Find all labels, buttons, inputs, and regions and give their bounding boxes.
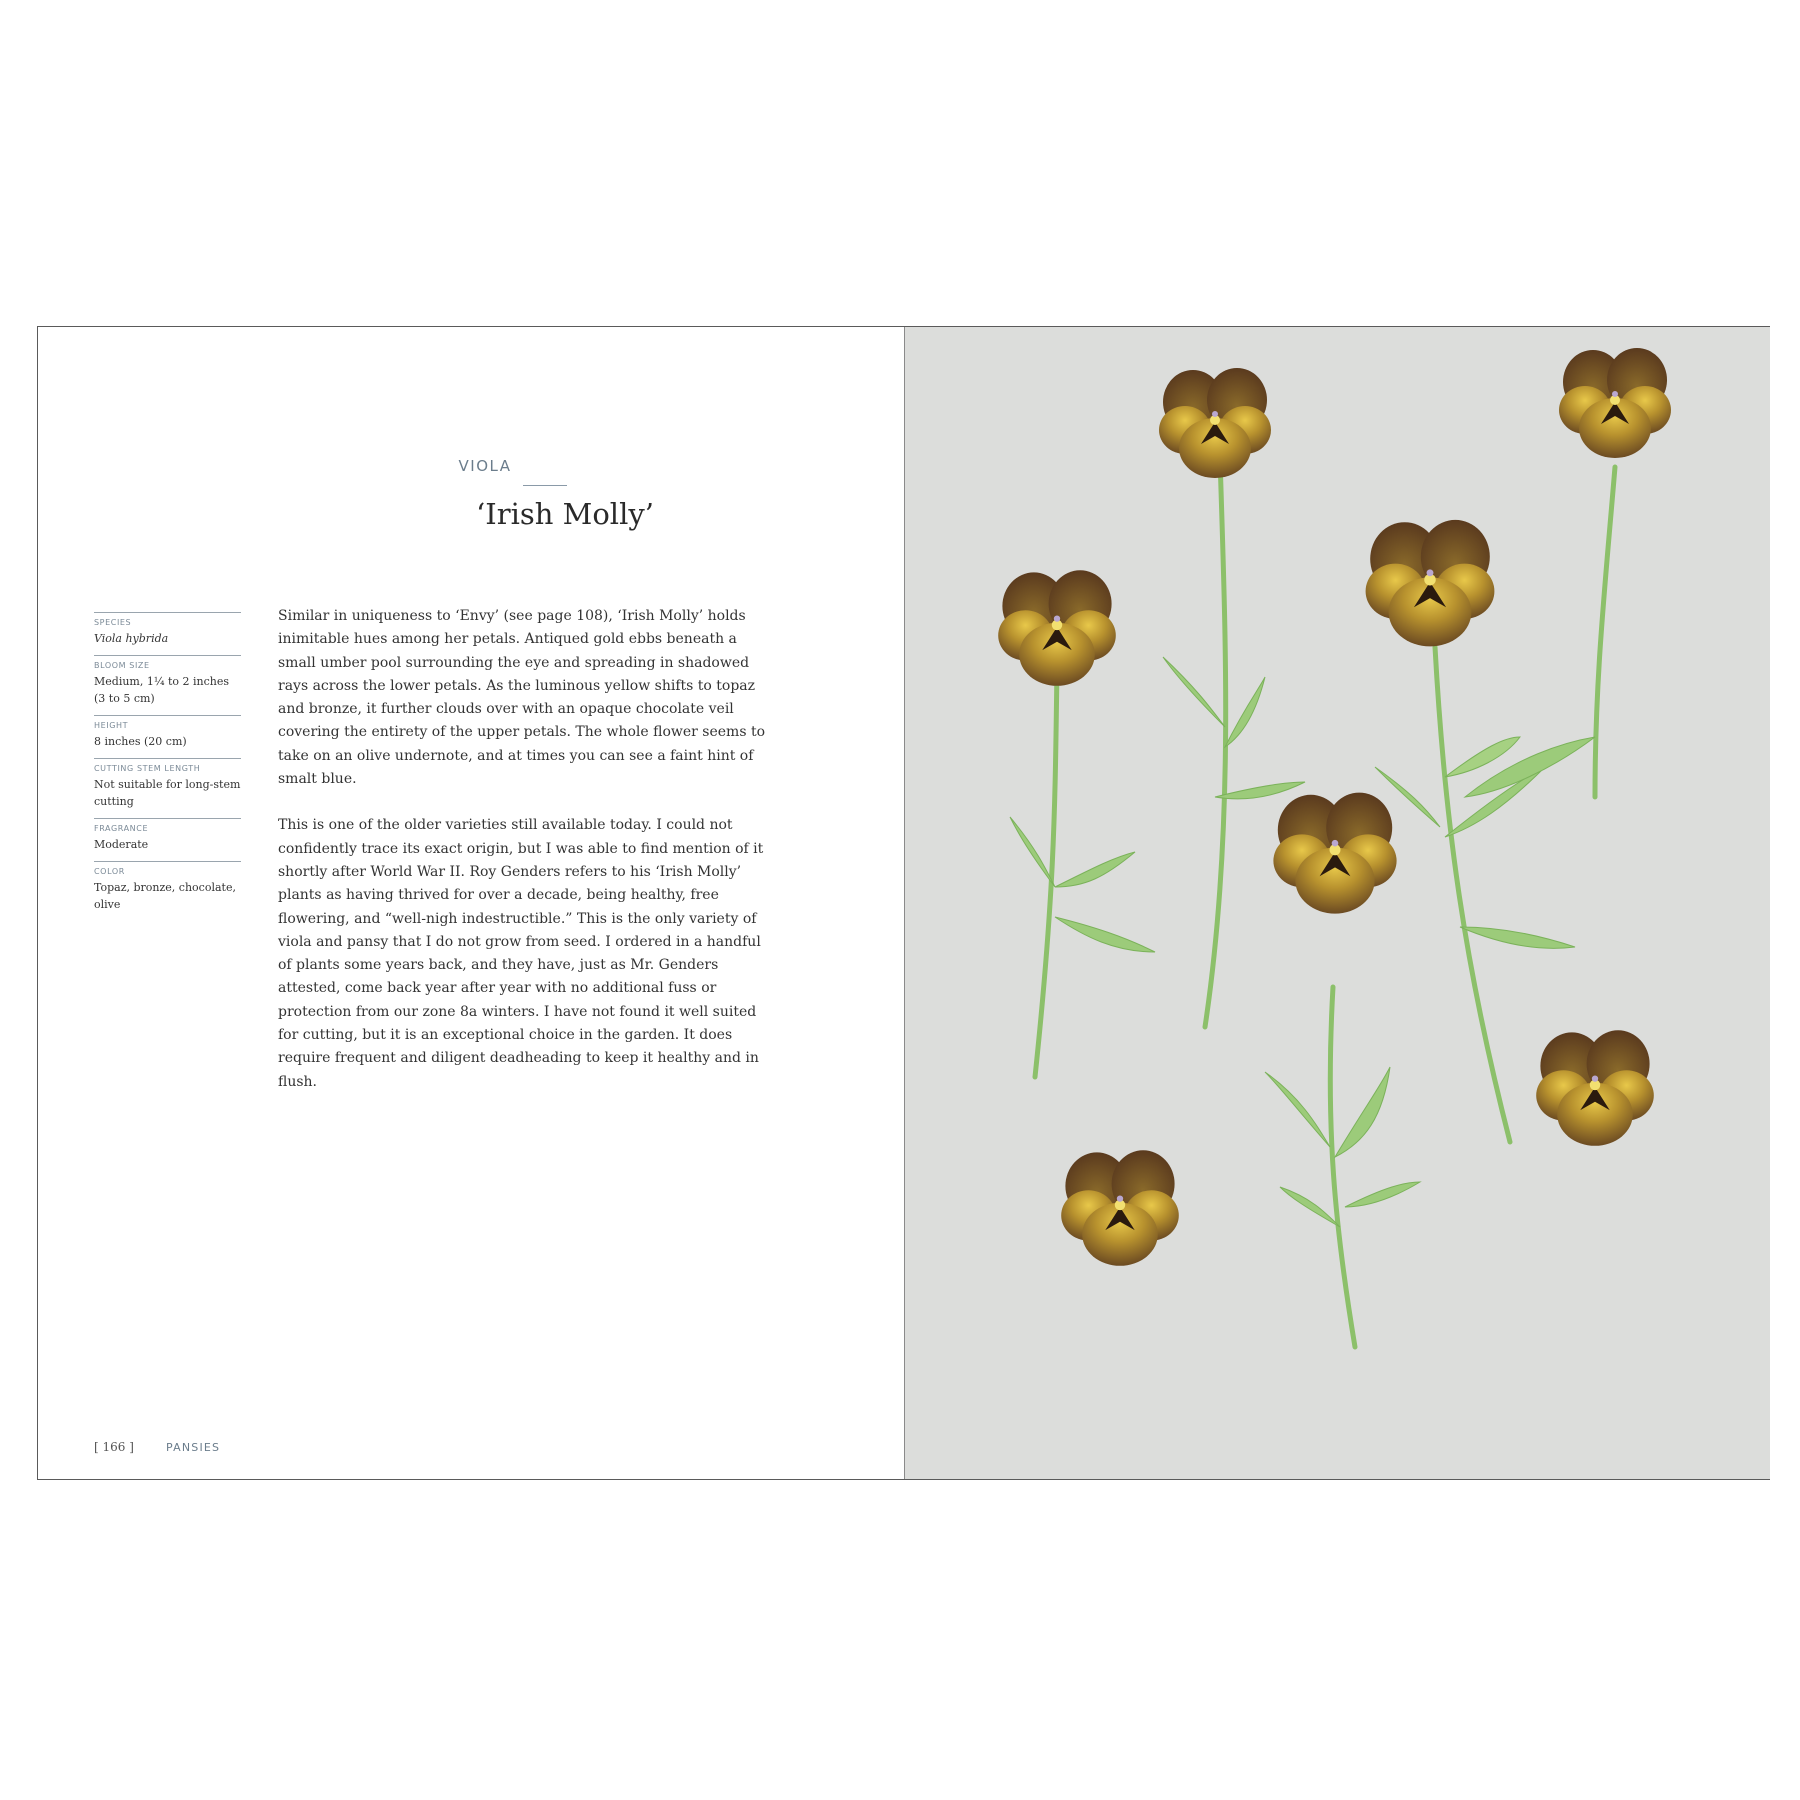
heading-rule — [523, 485, 567, 486]
spec-value: Not suitable for long-stem cutting — [94, 778, 241, 808]
spec-value: Medium, 1¼ to 2 inches (3 to 5 cm) — [94, 675, 230, 705]
pansy-flower — [998, 570, 1116, 686]
spec-label: CUTTING STEM LENGTH — [94, 764, 201, 773]
spec-label: SPECIES — [94, 618, 132, 627]
pansy-flower — [1273, 793, 1396, 914]
spec-height — [94, 715, 241, 758]
specs-sidebar — [94, 612, 241, 921]
spec-label: COLOR — [94, 867, 125, 876]
left-page — [38, 327, 904, 1479]
spec-value: 8 inches (20 cm) — [94, 735, 187, 748]
spec-color — [94, 861, 241, 921]
genus-heading: VIOLA — [458, 457, 512, 475]
right-page-photo — [904, 327, 1770, 1479]
pansy-flower — [1366, 520, 1495, 647]
spec-bloom-size — [94, 655, 241, 715]
body-paragraph: Similar in uniqueness to ‘Envy’ (see page 108), ‘Irish Molly’ holds inimitable hues among her petals. Antiqued gold ebbs beneath a small umber pool surrounding the eye and spreading in shadowed rays across the lower petals. As the luminous yellow shifts to topaz and bronze, it further clouds over with an opaque chocolate veil covering the entirety of the upper petals. The whole flower seems to take on an olive undernote, and at times you can see a faint hint of smalt blue. — [278, 608, 766, 788]
pansy-flower — [1559, 348, 1671, 458]
page-number: [ 166 ] — [94, 1440, 134, 1454]
spec-label: HEIGHT — [94, 721, 129, 730]
cultivar-title: ‘Irish Molly’ — [476, 497, 654, 531]
spec-value: Viola hybrida — [94, 632, 169, 645]
pansy-flower — [1061, 1150, 1179, 1266]
spec-label: BLOOM SIZE — [94, 661, 150, 670]
spec-label: FRAGRANCE — [94, 824, 149, 833]
body-text — [278, 605, 778, 1117]
running-head: PANSIES — [166, 1441, 221, 1454]
pansy-flowers — [998, 348, 1671, 1266]
spec-cutting-stem-length — [94, 758, 241, 818]
pansy-flower — [1536, 1030, 1654, 1146]
pansy-flower — [1159, 368, 1271, 478]
leaves — [1010, 657, 1595, 1227]
pansy-photo — [905, 327, 1770, 1479]
spec-value: Moderate — [94, 838, 149, 851]
body-paragraph: This is one of the older varieties still available today. I could not confidently trace its exact origin, but I was able to find mention of it shortly after World War II. Roy Genders refers to his ‘Irish Molly’ plants as having thrived for over a decade, being healthy, free flowering, and “well-nigh indestructible.” This is the only variety of viola and pansy that I do not grow from seed. I ordered in a handful of plants some years back, and they have, just as Mr. Genders attested, come back year after year with no additional fuss or protection from our zone 8a winters. I have not found it well suited for cutting, but it is an exceptional choice in the garden. It does require frequent and diligent deadheading to keep it healthy and in flush. — [278, 817, 764, 1090]
book-spread — [37, 326, 1770, 1480]
spec-value: Topaz, bronze, chocolate, olive — [94, 881, 236, 911]
spec-fragrance — [94, 818, 241, 861]
spec-species — [94, 612, 241, 655]
